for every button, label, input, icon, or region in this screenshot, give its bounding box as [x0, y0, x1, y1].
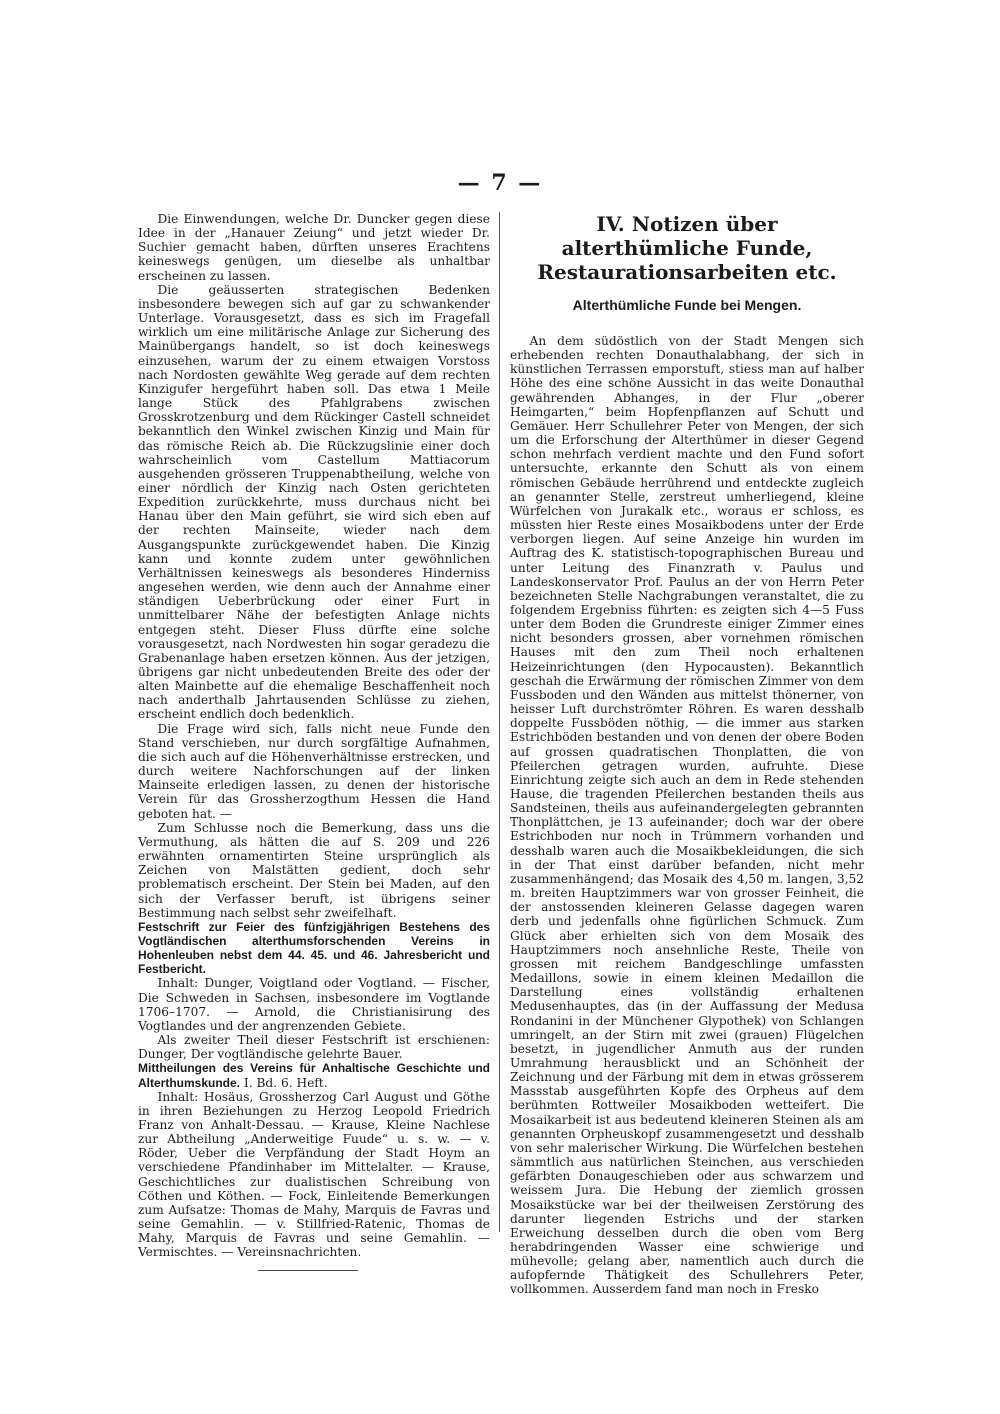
publication-entry [138, 920, 490, 1062]
entry-title-line [138, 1061, 490, 1089]
entry-title: Mittheilungen des Vereins für Anhaltische Geschichte und Alterthumskunde. [138, 1061, 490, 1090]
entry-note: Als zweiter Theil dieser Festschrift ist erschienen: Dunger, Der vogtländische gelehrte Bauer. [138, 1033, 490, 1062]
publication-entry [138, 1061, 490, 1259]
paragraph: Die geäusserten strategischen Bedenken insbesondere bewegen sich auf gar zu schwankender Unterlage. Vorausgesetzt, dass es sich im Fragefall wirklich um eine militärische Anlage zur Sicherung des Mainübergangs handelt, so ist doch keineswegs einzusehen, warum der zu einem etwaigen Vorstoss nach Nordosten gewählte Weg gerade auf dem rechten Kinzigufer hergeführt haben soll. Das etwa 1 Meile lange Stück des Pfahlgrabens zwischen Grosskrotzenburg und dem Rückinger Castell schneidet bekanntlich den Winkel zwischen Kinzig und Main für das römische Reich ab. Die Rückzugslinie einer doch wahrscheinlich vom Castellum Mattiacorum ausgehenden grösseren Truppenabtheilung, welche von einer nördlich der Kinzig nach Osten gerichteten Expedition zurückkehrte, muss durchaus nicht bei Hanau über den Main geführt, sie wird sich eben auf der rechten Mainseite, wieder nach dem Ausgangspunkte zurückgewendet haben. Die Kinzig kann und konnte zudem unter gewöhnlichen Verhältnissen keineswegs als besonderes Hinderniss angesehen werden, wie denn auch der Annahme einer ständigen Ueberbrückung oder einer Furt in unmittelbarer Nähe der befestigten Anlage nichts entgegen steht. Dieser Fluss dürfte eine solche vorausgesetzt, nach Nordwesten hin sogar geradezu die Grabenanlage haben ersetzen können. Aus der jetzigen, übrigens gar nicht unbedeutenden Breite des oder der alten Mainbette auf die ehemalige Beschaffenheit noch nach anderthalb Jahrtausenden Schlüsse zu ziehen, erscheint endlich doch bedenklich. [138, 282, 490, 722]
paragraph: Die Einwendungen, welche Dr. Duncker gegen diese Idee in der „Hanauer Zeiung“ und jetzt wieder Dr. Suchier gemacht haben, dürften unseres Erachtens keineswegs genügen, um dieselbe als unhaltbar erscheinen zu lassen. [138, 212, 490, 283]
paragraph: An dem südöstlich von der Stadt Mengen sich erhebenden rechten Donauthalabhang, der sich in künstlichen Terrassen emporstuft, stiess man auf halber Höhe des eine schöne Aussicht in das weite Donauthal gewährenden Abhanges, in der Flur „oberer Heimgarten,“ beim Hopfenpflanzen auf Schutt und Gemäuer. Herr Schullehrer Peter von Mengen, der sich um die Erforschung der Alterthümer in dieser Gegend schon mehrfach verdient machte und den Fund sofort untersuchte, erkannte den Schutt als von einem römischen Gebäude herrührend und entdeckte zugleich an genannter Stelle, zerstreut umherliegend, kleine Würfelchen von Jurakalk etc., woraus er schloss, es müssten hier Reste eines Mosaikbodens unter der Erde verborgen liegen. Auf seine Anzeige hin wurden im Auftrag des K. statistisch-topographischen Bureau und unter Leitung des Finanzrath v. Paulus und Landeskonservator Prof. Paulus an der von Herrn Peter bezeichneten Stelle Nachgrabungen veranstaltet, die zu folgendem Ergebniss führten: es zeigten sich 4—5 Fuss unter dem Boden die Grundreste einiger Zimmer eines nicht besonders grossen, aber vornehmen römischen Hauses mit den zum Theil noch erhaltenen Heizeinrichtungen (den Hypocausten). Bekanntlich geschah die Erwärmung der römischen Zimmer von dem Fussboden und den Wänden aus mittelst thönerner, von heisser Luft durchströmter Röhren. Es waren desshalb doppelte Fussböden nöthig, — die immer aus starken Estrichböden bestanden und von denen der obere Boden auf grossen quadratischen Thonplatten, die von Pfeilerchen getragen wurden, aufruhte. Diese Einrichtung zeigte sich auch an dem in Rede stehenden Hause, die tragenden Pfeilerchen bestanden theils aus Sandsteinen, theils aus aufeinandergelegten gebrannten Thonplättchen, je 13 aufeinander; doch war der obere Estrichboden nur noch in Trümmern vorhanden und desshalb waren auch die Mosaikbekleidungen, die sich in der That einst darüber befanden, nicht mehr zusammenhängend; das Mosaik des 4,50 m. langen, 3,52 m. breiten Hauptzimmers war von grosser Feinheit, die der anstossenden kleineren Gelasse dagegen waren derb und jedenfalls ohne figürlichen Schmuck. Zum Glück aber erhielten sich von dem Mosaik des Hauptzimmers noch ansehnliche Reste, Theile von grossen mit reichem Bandgeschlinge umfassten Medaillons, sowie in einem kleinen Medaillon die Darstellung eines vollständig erhaltenen Medusenhauptes, das (in der Auffassung der Medusa Rondanini in der Münchener Glypothek) von Schlangen umringelt, an der Stirn mit zwei (grauen) Flügelchen besetzt, in jugendlicher Anmuth aus der runden Umrahmung herausblickt und an Schönheit der Zeichnung und der Färbung mit dem in etwas grösserem Massstab ausgeführten Kopfe des Orpheus auf dem berühmten Rottweiler Mosaikboden wetteifert. Die Mosaikarbeit ist aus bedeutend kleineren Steinen als am genannten Orpheuskopf zusammengesetzt und desshalb von sehr malerischer Wirkung. Die Würfelchen bestehen sämmtlich aus natürlichen Steinchen, aus verschieden gefärbten Donaugeschieben oder aus schwarzem und weissem Jura. Die Hebung der ziemlich grossen Mosaikstücke war bei der theilweisen Zerstörung des darunter liegenden Estrichs und der starken Erweichung desselben durch die oben vom Berg herabdringenden Wasser eine schwierige und mühevolle; gelang aber, namentlich auch durch die aufopfernde Thätigkeit des Schullehrers Peter, vollkommen. Ausserdem fand man noch in Fresko [510, 334, 864, 1297]
entry-title: Festschrift zur Feier des fünfzigjährigen Bestehens des Vogtländischen alterthumsforschenden Vereins in Hohenleuben nebst dem 44. 45. und 46. Jahresbericht und Festbericht. [138, 919, 490, 977]
article-heading: Alterthümliche Funde bei Mengen. [572, 297, 802, 313]
paragraph: Die Frage wird sich, falls nicht neue Funde den Stand verschieben, nur durch sorgfältige Aufnahmen, die sich auch auf die Höhenverhältnisse erstrecken, und durch weitere Nachforschungen auf der linken Mainseite erledigen lassen, zu denen der historische Verein für das Grossherzogthum Hessen die Hand geboten hat. — [138, 721, 490, 821]
entry-contents: Inhalt: Hosäus, Grossherzog Carl August und Göthe in ihren Beziehungen zu Herzog Leopold Friedrich Franz von Anhalt-Dessau. — Krause, Kleine Nachlese zur Abtheilung „Anderweitige Fuude“ u. s. w. — v. Röder, Ueber die Verpfändung der Stadt Hoym an verschiedene Pfandinhaber im Mittelalter. — Krause, Geschichtliches zur dualistischen Schreibung von Cöthen und Köthen. — Fock, Einleitende Bemerkungen zum Aufsatze: Thomas de Mahy, Marquis de Favras und seine Gemahlin. — v. Stillfried-Ratenic, Thomas de Mahy, Marquis de Favras und seine Gemahlin. — Vermischtes. — Vereinsnachrichten. [138, 1089, 490, 1260]
page-number: — 7 — [457, 170, 543, 196]
paragraph: Zum Schlusse noch die Bemerkung, dass uns die Vermuthung, als hätten die auf S. 209 und 226 erwähnten ornamentirten Steine ursprünglich als Zeichen von Malstätten gedient, doch sehr problematisch erscheint. Der Stein bei Maden, auf den sich der Verfasser beruft, ist übrigens seiner Bestimmung nach selbst sehr zweifelhaft. [138, 820, 490, 920]
right-column [510, 212, 864, 1297]
end-rule [258, 1270, 358, 1271]
section-heading: IV. Notizen über alterthümliche Funde, Restaurationsarbeiten etc. [537, 212, 837, 284]
entry-title-suffix: I. Bd. 6. Heft. [240, 1075, 328, 1090]
left-column [138, 212, 490, 1271]
column-divider [499, 212, 500, 1232]
entry-contents: Inhalt: Dunger, Voigtland oder Vogtland. — Fischer, Die Schweden in Sachsen, insbesondere im Vogtlande 1706–1707. — Arnold, die Christianisirung des Vogtlandes und der angrenzenden Gebiete. [138, 976, 490, 1033]
